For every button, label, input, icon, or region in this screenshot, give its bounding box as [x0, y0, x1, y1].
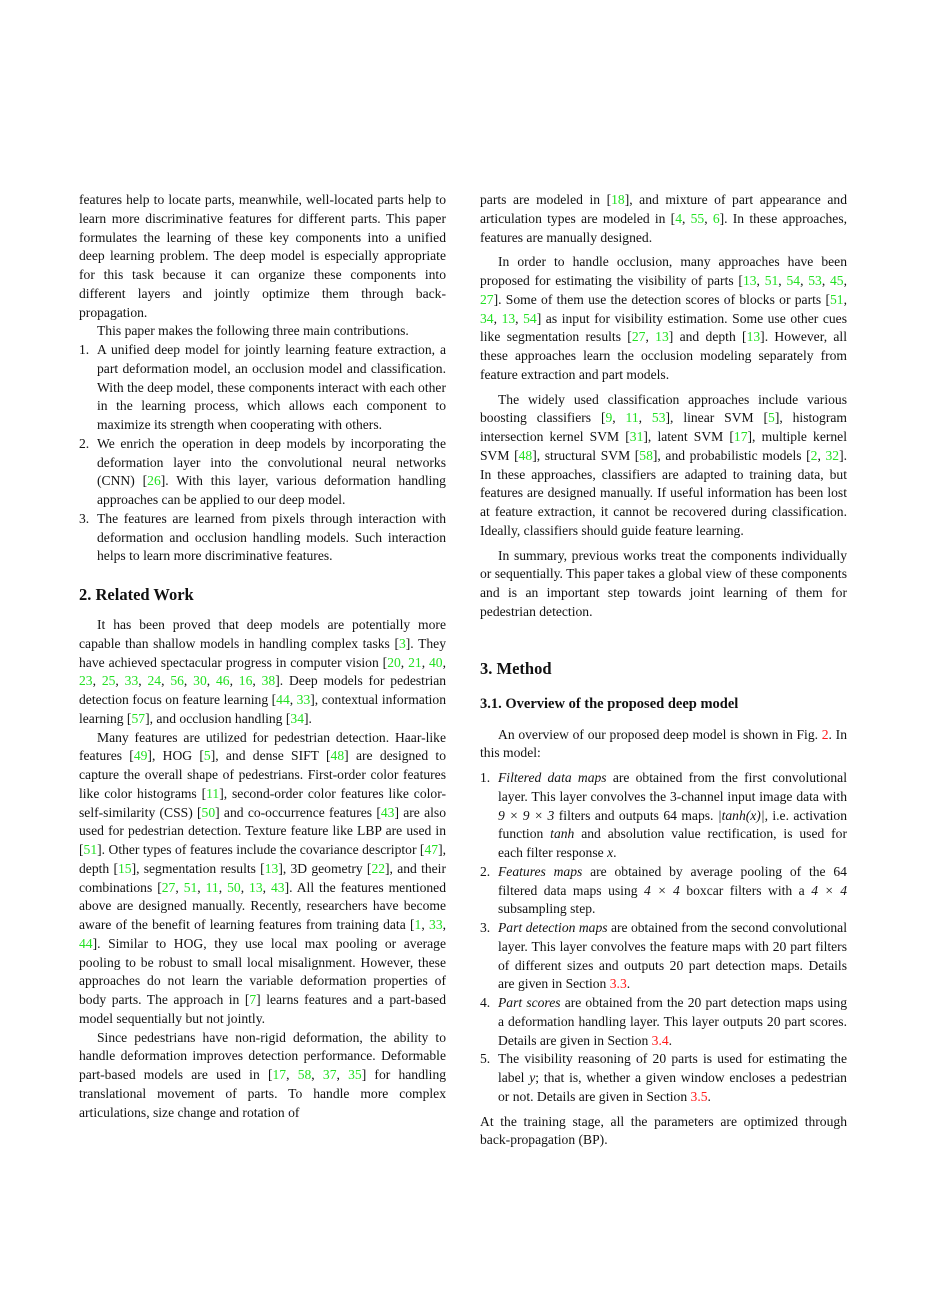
list-number: 1.: [480, 770, 491, 785]
citation-link[interactable]: 44: [79, 935, 93, 951]
text-run: ], and occlusion handling [: [145, 710, 291, 726]
list-number: 5.: [480, 1051, 491, 1067]
list-number: 2.: [480, 863, 491, 879]
text-run: ,: [175, 879, 184, 895]
citation-link[interactable]: 27: [161, 879, 176, 895]
text-run: ]. Similar to HOG, they use local max pooling or average pooling to be robust to small local misalignment. However, these approaches do not learn the variable deformation properties of body parts. The approach in [: [79, 935, 446, 1007]
citation-link[interactable]: 48: [518, 447, 533, 463]
text-run: ,: [421, 654, 429, 670]
text-run: In summary, previous works treat the components individually or sequentially. This paper takes a global view of these components and is an important step towards joint learning of them for pedestrian detection.: [480, 547, 847, 619]
citation-link[interactable]: 22: [371, 860, 386, 876]
text-run: ], latent SVM [: [643, 429, 734, 444]
paragraph: [79, 191, 446, 322]
text-run: ,: [843, 273, 847, 288]
citation-link[interactable]: 11: [625, 410, 639, 426]
text-run: ], 3D geometry [: [278, 860, 372, 876]
text-run: ]. With this layer, various deformation handling approaches can be applied to our deep model.: [97, 473, 446, 507]
text-run: ,: [800, 273, 809, 288]
text-run: ]. In these approaches, classifiers are adapted to training data, but features are designed manually. If useful information has been lost at feature extraction, it cannot be recovered during classification. Ideally, classifiers should guide feature learning.: [480, 447, 847, 538]
list-item: [79, 510, 446, 566]
section-ref-link[interactable]: 3.4: [651, 1032, 669, 1048]
text-run: ], and their combinations [: [79, 860, 446, 895]
paragraph: [79, 729, 446, 1029]
citation-link[interactable]: 57: [131, 710, 146, 726]
paragraph: [480, 1113, 847, 1151]
citation-link[interactable]: 13: [655, 329, 669, 345]
text-run: ] for handling translational movement of parts. To handle more complex articulations, size change and rotation of: [79, 1067, 447, 1120]
text-run: It has been proved that deep models are potentially more capable than shallow models in handling complex tasks [: [79, 617, 446, 651]
text-run: ,: [400, 654, 409, 670]
text-run: ,: [218, 879, 228, 895]
citation-link[interactable]: 24: [147, 673, 162, 689]
text-run: ,: [289, 692, 297, 707]
right-column: [480, 191, 847, 1150]
text-run: ,: [138, 673, 148, 689]
math-expression: x: [607, 845, 614, 860]
citation-link[interactable]: 13: [264, 860, 279, 876]
text-run: , i.e. activation function: [498, 807, 847, 842]
citation-link[interactable]: 3: [398, 635, 406, 651]
text-run: features help to locate parts, meanwhile, well-located parts help to learn more discriminative features for different parts. This paper formulates the learning of these key components into a unified deep learning problem. The deep model is especially appropriate for this task because it can organize these components into different layers and jointly optimize them through back-propagation.: [79, 192, 446, 320]
citation-link[interactable]: 53: [808, 273, 822, 288]
text-run: ,: [638, 410, 652, 426]
text-run: At the training stage, all the parameters are optimized through back-propagation (BP).: [480, 1113, 847, 1148]
paragraph: [480, 191, 847, 247]
text-run: ,: [493, 310, 502, 326]
text-run: ,: [645, 329, 656, 345]
text-run: ], segmentation results [: [131, 860, 265, 876]
citation-link[interactable]: 30: [193, 673, 207, 689]
italic-term: Features maps: [498, 863, 583, 879]
list-number: 2.: [79, 435, 90, 451]
section-ref-link[interactable]: 2: [821, 726, 829, 742]
text-run: ], and probabilistic models [: [652, 447, 811, 463]
text-run: ]. Some of them use the detection scores of blocks or parts [: [493, 291, 830, 307]
text-run: are obtained by average pooling of the 64 filtered data maps using: [498, 863, 847, 898]
text-run: ,: [817, 447, 826, 463]
text-run: ,: [115, 673, 125, 689]
citation-link[interactable]: 18: [611, 192, 625, 207]
citation-link[interactable]: 27: [480, 291, 494, 307]
text-run: ,: [704, 210, 713, 226]
text-run: ,: [229, 673, 239, 689]
text-run: We enrich the operation in deep models by incorporating the deformation layer into the convolutional neural networks (CNN) [: [97, 435, 446, 489]
list-item: [79, 435, 446, 510]
citation-link[interactable]: 50: [201, 804, 216, 820]
citation-link[interactable]: 23: [79, 673, 93, 689]
text-run: ,: [756, 273, 765, 288]
text-run: ]. Other types of features include the covariance descriptor [: [97, 842, 425, 857]
text-run: ], and dense SIFT [: [210, 748, 331, 764]
text-run: ].: [304, 710, 312, 726]
citation-link[interactable]: 51: [83, 842, 98, 857]
list-number: 4.: [480, 995, 491, 1010]
text-run: boxcar filters with a: [679, 882, 812, 898]
text-run: ,: [240, 879, 250, 895]
text-run: ]. They have achieved spectacular progress in computer vision [: [79, 635, 446, 670]
text-run: ,: [442, 654, 446, 670]
numbered-list: [79, 341, 446, 566]
text-run: ; that is, whether a given window encloses a pedestrian or not. Details are given in Section: [498, 1070, 847, 1104]
paragraph: [480, 726, 847, 764]
paragraph: [480, 391, 847, 541]
citation-link[interactable]: 49: [133, 748, 148, 764]
text-run: ,: [442, 917, 447, 932]
citation-link[interactable]: 34: [290, 710, 304, 726]
citation-link[interactable]: 43: [271, 879, 285, 895]
citation-link[interactable]: 56: [170, 673, 184, 689]
paragraph: [79, 1029, 446, 1123]
citation-link[interactable]: 1: [414, 917, 422, 932]
citation-link[interactable]: 13: [742, 273, 757, 288]
italic-term: Part scores: [498, 995, 561, 1010]
citation-link[interactable]: 51: [830, 291, 844, 307]
citation-link[interactable]: 55: [690, 210, 705, 226]
text-run: . In this model:: [480, 726, 847, 761]
text-run: Many features are utilized for pedestrian detection. Haar-like features [: [79, 729, 446, 764]
text-run: ,: [682, 210, 691, 226]
text-run: ,: [252, 673, 262, 689]
text-run: Since pedestrians have non-rigid deformation, the ability to handle deformation improves detection performance. Deformable part-based models are used in [: [79, 1029, 446, 1082]
text-run: In order to handle occlusion, many approaches have been proposed for estimating the visibility of parts [: [480, 254, 847, 288]
text-run: ,: [262, 879, 271, 895]
text-run: .: [613, 845, 617, 860]
citation-link[interactable]: 11: [206, 785, 220, 801]
text-run: ,: [515, 310, 524, 326]
citation-link[interactable]: 33: [124, 673, 139, 689]
citation-link[interactable]: 21: [408, 654, 422, 670]
text-run: ] are designed to capture the overall shape of pedestrians. First-order color features like color histograms [: [79, 748, 446, 801]
text-run: ,: [778, 273, 787, 288]
paragraph: [480, 253, 847, 384]
citation-link[interactable]: 46: [215, 673, 230, 689]
text-run: ], HOG [: [147, 748, 204, 764]
text-run: are obtained from the first convolutional layer. This layer convolves the 3-channel input image data with: [498, 770, 847, 804]
text-run: ], depth [: [79, 842, 446, 876]
math-expression: y: [529, 1070, 536, 1085]
citation-link[interactable]: 47: [424, 842, 439, 857]
math-expression: |tanh(x)|: [717, 807, 765, 823]
citation-link[interactable]: 37: [322, 1067, 337, 1082]
citation-link[interactable]: 25: [101, 673, 116, 689]
text-run: ]. In these approaches, features are manually designed.: [480, 210, 848, 245]
text-run: ,: [92, 673, 102, 689]
section-heading: 3. Method: [480, 658, 552, 678]
text-run: The features are learned from pixels through interaction with deformation and occlusion handling models. Such interaction helps to learn more discriminative features.: [97, 510, 446, 564]
text-run: subsampling step.: [498, 901, 596, 917]
left-column: [79, 191, 446, 1122]
citation-link[interactable]: 38: [261, 673, 276, 689]
text-run: ] are also used for pedestrian detection. Texture feature like LBP are used in [: [79, 804, 446, 857]
citation-link[interactable]: 50: [227, 879, 241, 895]
text-run: ]. However, all these approaches learn the occlusion modeling separately from feature extraction and part models.: [480, 329, 847, 382]
citation-link[interactable]: 13: [249, 879, 263, 895]
math-expression: tanh: [550, 826, 575, 842]
section-ref-link[interactable]: 3.5: [690, 1088, 708, 1104]
citation-link[interactable]: 7: [249, 992, 257, 1007]
text-run: ], multiple kernel SVM [: [480, 429, 847, 463]
text-run: ], linear SVM [: [665, 410, 769, 426]
text-run: ] learns features and a part-based model sequentially but not jointly.: [79, 992, 446, 1026]
text-run: ], and mixture of part appearance and articulation types are modeled in [: [480, 192, 847, 226]
citation-link[interactable]: 27: [631, 329, 646, 345]
paragraph: [480, 547, 847, 622]
citation-link[interactable]: 9: [605, 410, 613, 426]
text-run: The widely used classification approaches include various boosting classifiers [: [480, 391, 847, 426]
text-run: parts are modeled in [: [480, 192, 612, 207]
text-run: ,: [161, 673, 171, 689]
text-run: .: [668, 1032, 673, 1048]
citation-link[interactable]: 31: [629, 429, 644, 444]
list-number: 1.: [79, 342, 90, 357]
citation-link[interactable]: 53: [651, 410, 666, 426]
citation-link[interactable]: 33: [429, 917, 443, 932]
text-run: ,: [336, 1067, 349, 1082]
citation-link[interactable]: 54: [523, 310, 537, 326]
section-ref-link[interactable]: 3.3: [609, 976, 627, 992]
citation-link[interactable]: 35: [348, 1067, 362, 1082]
citation-link[interactable]: 34: [480, 310, 494, 326]
list-item: [79, 341, 446, 435]
text-run: ,: [612, 410, 626, 426]
list-number: 3.: [79, 510, 90, 526]
text-run: The visibility reasoning of 20 parts is used for estimating the label: [498, 1051, 847, 1085]
text-run: ], contextual information learning [: [79, 692, 446, 726]
citation-link[interactable]: 58: [639, 447, 653, 463]
text-run: ], histogram intersection kernel SVM [: [480, 410, 847, 444]
citation-link[interactable]: 32: [825, 447, 840, 463]
list-item: [480, 863, 847, 919]
subsection-heading: 3.1. Overview of the proposed deep model: [480, 695, 739, 712]
text-run: filters and outputs 64 maps.: [554, 807, 718, 823]
citation-link[interactable]: 40: [429, 654, 443, 670]
text-run: ,: [843, 291, 847, 307]
text-run: ] and co-occurrence features [: [215, 804, 381, 820]
citation-link[interactable]: 13: [746, 329, 761, 345]
citation-link[interactable]: 20: [387, 654, 401, 670]
math-expression: 9 × 9 × 3: [498, 807, 555, 823]
numbered-list: [480, 769, 847, 1107]
text-run: ]. All the features mentioned above are designed manually. Recently, researchers have become aware of the benefit of learning features from training data [: [79, 879, 446, 932]
text-run: ] as input for visibility estimation. Some use other cues like segmentation results [: [480, 310, 847, 345]
citation-link[interactable]: 43: [380, 804, 395, 820]
citation-link[interactable]: 15: [117, 860, 132, 876]
text-run: This paper makes the following three main contributions.: [97, 323, 409, 339]
citation-link[interactable]: 5: [768, 410, 775, 426]
list-item: [480, 1050, 847, 1106]
citation-link[interactable]: 33: [296, 692, 311, 707]
italic-term: Part detection maps: [498, 920, 608, 935]
list-item: [480, 919, 847, 994]
citation-link[interactable]: 44: [276, 692, 290, 707]
citation-link[interactable]: 17: [272, 1067, 287, 1082]
text-run: ,: [311, 1067, 323, 1082]
italic-term: Filtered data maps: [498, 770, 607, 785]
text-run: ]. Deep models for pedestrian detection focus on feature learning [: [79, 673, 447, 707]
list-item: [480, 769, 847, 863]
list-item: [480, 994, 847, 1050]
citation-link[interactable]: 51: [183, 879, 198, 895]
text-run: ,: [197, 879, 206, 895]
text-run: ], second-order color features like color-self-similarity (CSS) [: [79, 785, 446, 820]
citation-link[interactable]: 54: [786, 273, 801, 288]
text-run: .: [707, 1088, 711, 1104]
citation-link[interactable]: 16: [238, 673, 253, 689]
text-run: ] and depth [: [668, 329, 747, 345]
text-run: ,: [183, 673, 194, 689]
citation-link[interactable]: 51: [764, 273, 779, 288]
math-expression: 4 × 4: [644, 882, 680, 898]
citation-link[interactable]: 2: [810, 447, 818, 463]
text-run: .: [626, 976, 631, 992]
paragraph: [79, 616, 446, 729]
section-heading: 2. Related Work: [79, 585, 194, 604]
paragraph: [79, 322, 446, 341]
text-run: ,: [206, 673, 216, 689]
citation-link[interactable]: 48: [330, 748, 345, 764]
text-run: ,: [821, 273, 830, 288]
citation-link[interactable]: 45: [830, 273, 844, 288]
math-expression: 4 × 4: [811, 882, 847, 898]
citation-link[interactable]: 4: [675, 210, 682, 226]
citation-link[interactable]: 17: [733, 429, 748, 444]
text-run: ], structural SVM [: [532, 447, 640, 463]
text-run: A unified deep model for jointly learning feature extraction, a part deformation model, an occlusion model and classification. With the deep model, these components interact with each other in the learning process, which allows each component to maximize its strength when cooperating with others.: [97, 342, 446, 432]
list-number: 3.: [480, 920, 491, 935]
citation-link[interactable]: 13: [501, 310, 516, 326]
text-run: ,: [286, 1067, 298, 1082]
citation-link[interactable]: 6: [712, 210, 720, 226]
citation-link[interactable]: 58: [297, 1067, 312, 1082]
text-run: are obtained from the second convolutional layer. This layer convolves the feature maps with 20 part filters of different sizes and outputs 20 part detection maps. Details are given in Section: [498, 920, 847, 992]
citation-link[interactable]: 5: [203, 748, 211, 764]
text-run: are obtained from the 20 part detection maps using a deformation handling layer. This layer outputs 20 part scores. Details are given in Section: [498, 995, 847, 1048]
text-run: and absolution value rectification, is used for each filter response: [498, 826, 847, 860]
text-run: An overview of our proposed deep model is shown in Fig.: [498, 726, 822, 742]
citation-link[interactable]: 26: [147, 473, 161, 489]
text-run: ,: [421, 917, 430, 932]
citation-link[interactable]: 11: [205, 879, 219, 895]
